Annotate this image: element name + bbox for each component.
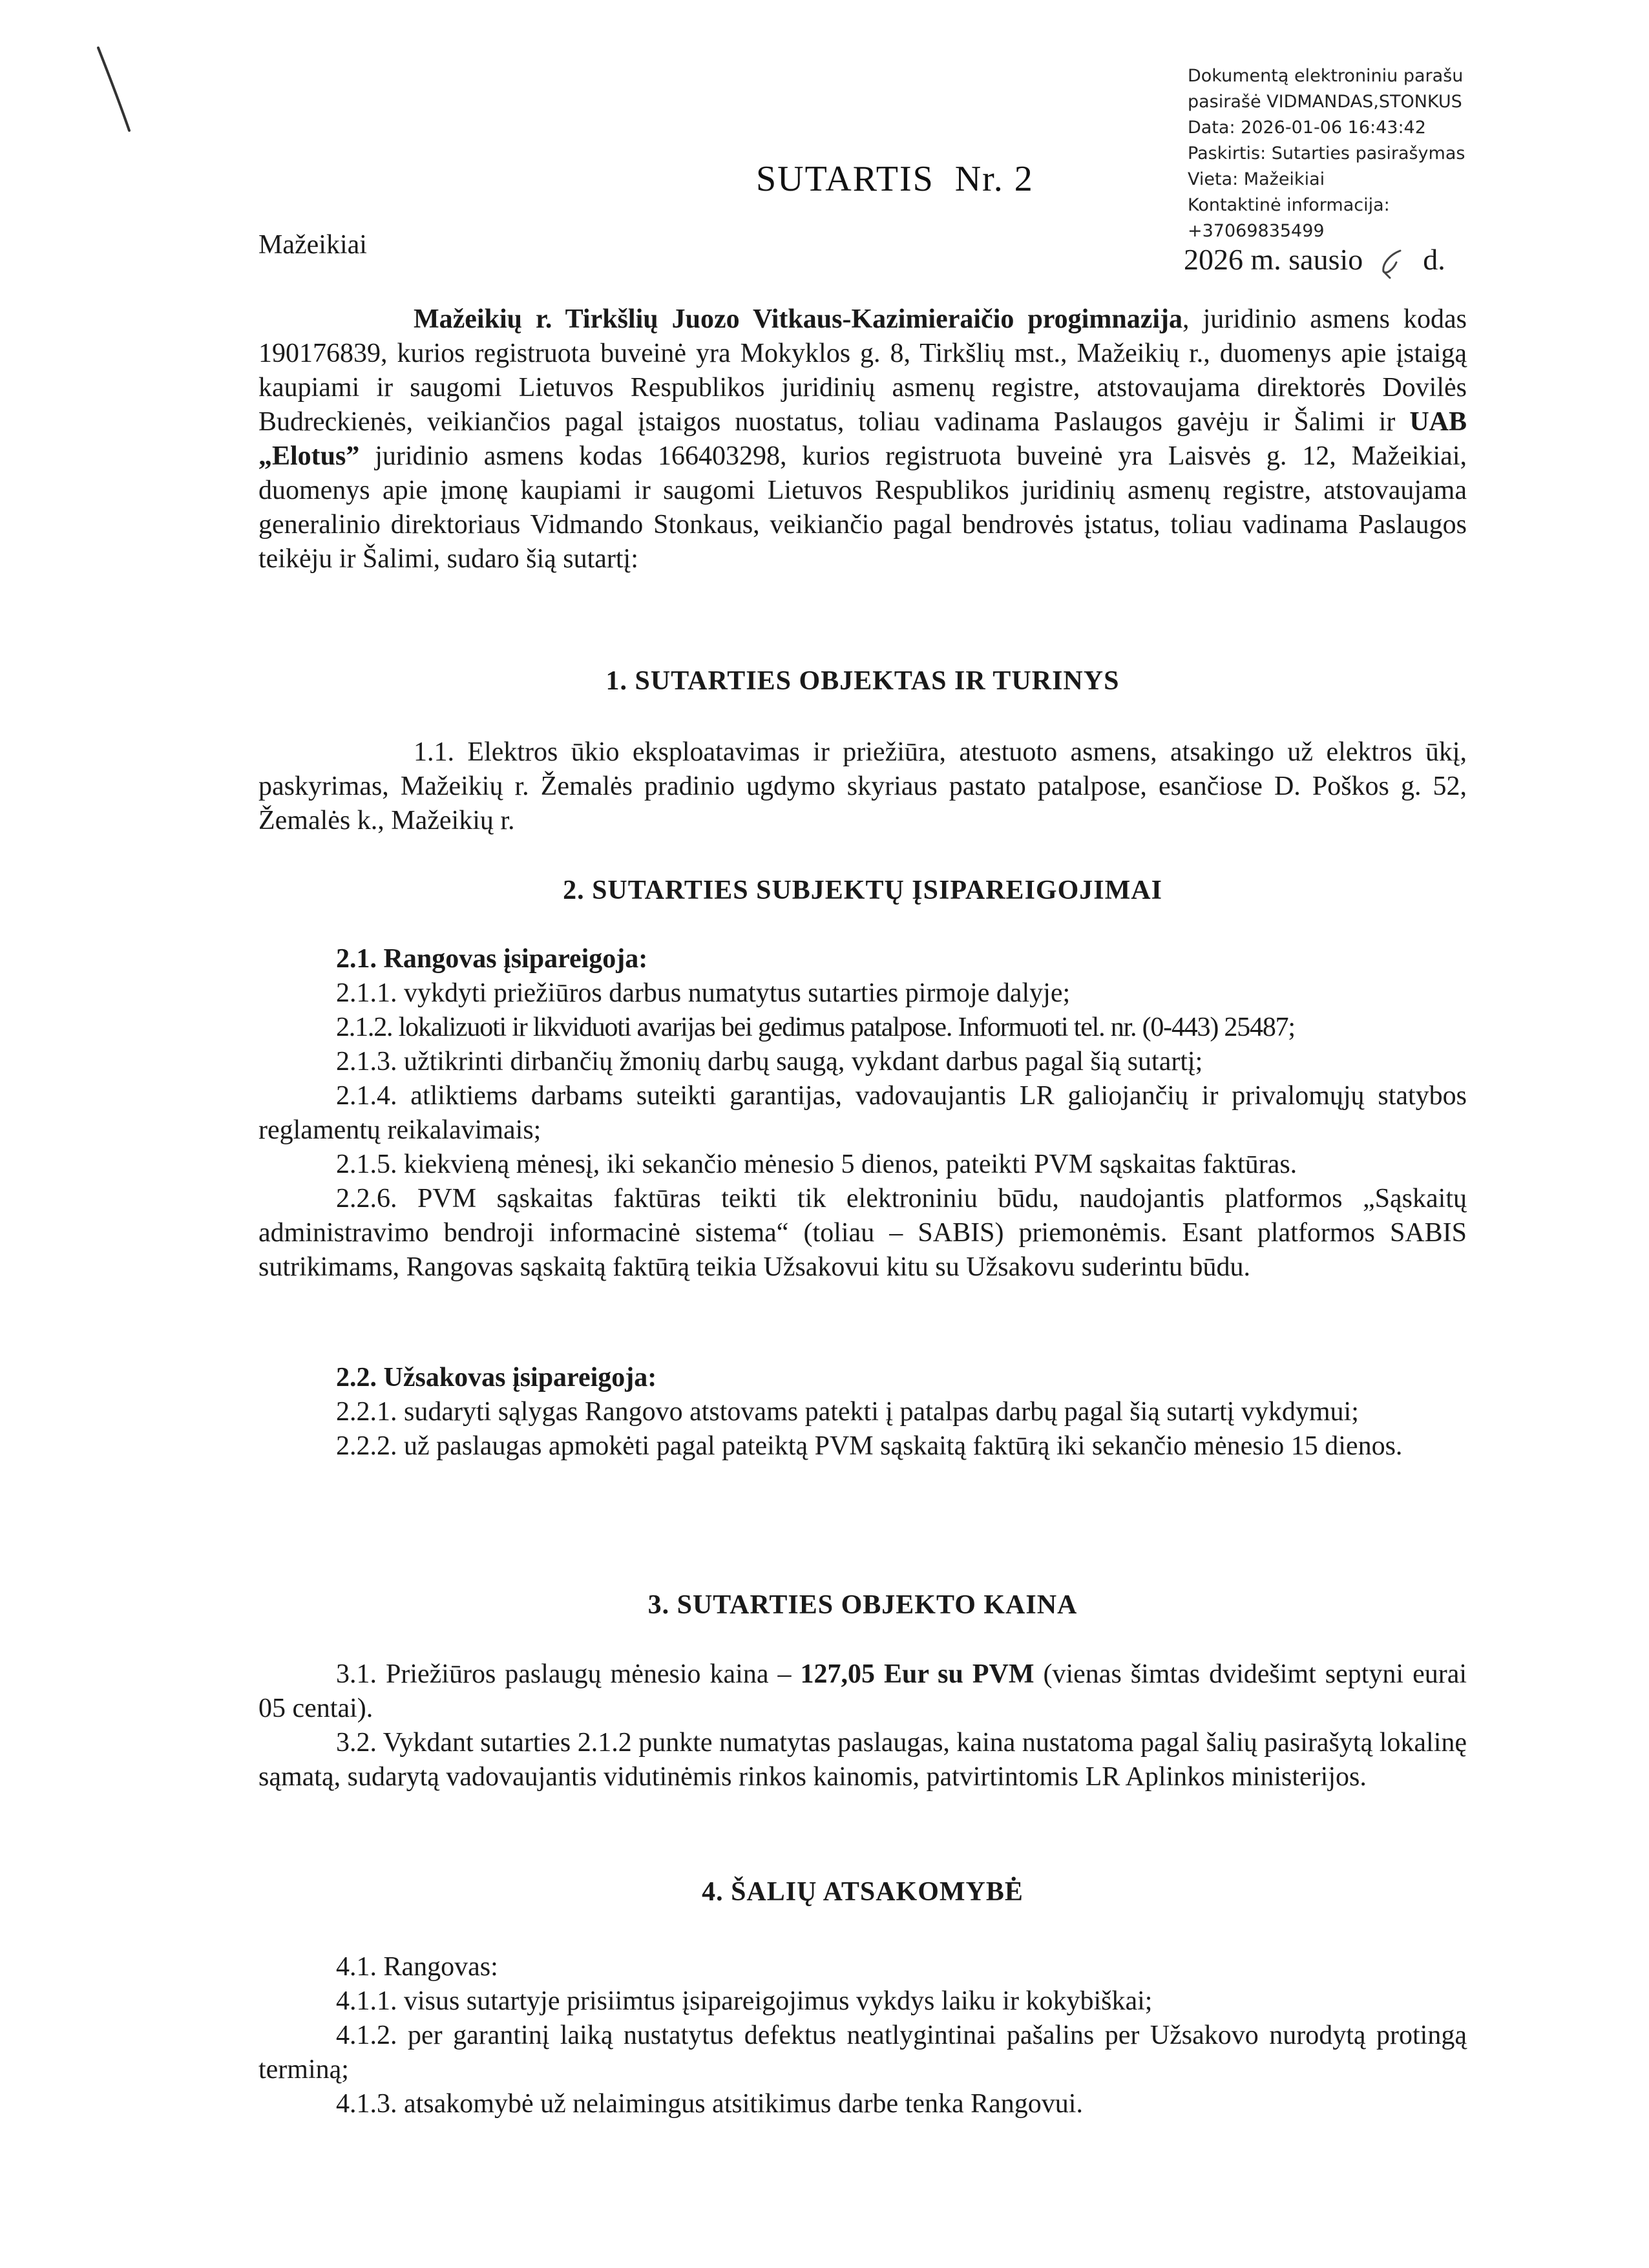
clause-3-1-words: (vienas šimtas dvidešimt septyni eurai 05 centai).	[258, 1659, 1467, 1723]
date-suffix: d.	[1423, 243, 1445, 276]
signature-date: Data: 2026-01-06 16:43:42	[1188, 118, 1426, 138]
section-2-heading: 2. SUTARTIES SUBJEKTŲ ĮSIPAREIGOJIMAI	[563, 876, 1162, 905]
clause-4-1-2: 4.1.2. per garantinį laiką nustatytus defektus neatlygintinai pašalins per Užsakovo nurodytą protingą terminą;	[258, 2021, 1467, 2084]
signature-contact-label: Kontaktinė informacija:	[1188, 195, 1390, 215]
handwritten-day-mark	[1371, 243, 1416, 282]
clause-2-1-3: 2.1.3. užtikrinti dirbančių žmonių darbų saugą, vykdant darbus pagal šią sutartį;	[336, 1047, 1203, 1076]
clause-4-1: 4.1. Rangovas:	[336, 1952, 498, 1982]
monthly-price: 127,05 Eur su PVM	[800, 1659, 1035, 1689]
section-1-text	[258, 735, 1467, 838]
pen-stroke-mark	[96, 45, 134, 136]
clause-3-2: 3.2. Vykdant sutarties 2.1.2 punkte numatytas paslaugas, kaina nustatoma pagal šalių pasirašytą lokalinę sąmatą, sudarytą vadovaujantis vidutinėmis rinkos kainomis, patvirtintomis LR Aplinkos ministerijos.	[258, 1728, 1467, 1792]
clause-4-1-3: 4.1.3. atsakomybė už nelaimingus atsitikimus darbe tenka Rangovui.	[336, 2089, 1083, 2119]
clause-4-1-1: 4.1.1. visus sutartyje prisiimtus įsipareigojimus vykdys laiku ir kokybiškai;	[336, 1986, 1153, 2016]
clause-3-1-text: 3.1. Priežiūros paslaugų mėnesio kaina –	[336, 1659, 801, 1689]
clause-2-2-1: 2.2.1. sudaryti sąlygas Rangovo atstovams patekti į patalpas darbų pagal šią sutartį vykdymui;	[336, 1397, 1359, 1427]
signature-line: Dokumentą elektroniniu parašu	[1188, 66, 1464, 86]
signature-signer: pasirašė VIDMANDAS,STONKUS	[1188, 92, 1462, 112]
intro-text-1: , juridinio asmens kodas 190176839, kurios registruota buveinė yra Mokyklos g. 8, Tirkšlių mst., Mažeikių r., duomenys apie įstaigą kaupiami ir saugomi Lietuvos Respublikos juridinių asmenų registre, atstovaujama direktorės Dovilės Budreckienės, veikiančios pagal įstaigos nuostatus, toliau vadinama Paslaugos gavėju ir Šalimi ir	[258, 304, 1467, 437]
section-3-heading: 3. SUTARTIES OBJEKTO KAINA	[647, 1590, 1078, 1620]
signature-phone: +37069835499	[1188, 221, 1325, 241]
clause-2-2-6: 2.2.6. PVM sąskaitas faktūras teikti tik elektroniniu būdu, naudojantis platformos „Sąskaitų administravimo bendroji informacinė sistema“ (toliau – SABIS) priemonėmis. Esant platformos SABIS sutrikimams, Rangovas sąskaitą faktūrą teikia Užsakovui kitu su Užsakovu suderintu būdu.	[258, 1184, 1467, 1282]
party1-name: Mažeikių r. Tirkšlių Juozo Vitkaus-Kazimieraičio progimnazija	[414, 304, 1182, 334]
clause-2-2-2: 2.2.2. už paslaugas apmokėti pagal pateiktą PVM sąskaitą faktūrą iki sekančio mėnesio 15 dienos.	[336, 1431, 1403, 1461]
contractor-obligations-heading: 2.1. Rangovas įsipareigoja:	[336, 944, 648, 974]
section-2-text	[258, 942, 1467, 1285]
client-obligations	[258, 1361, 1467, 1464]
clause-1-1: 1.1. Elektros ūkio eksploatavimas ir priežiūra, atestuoto asmens, atsakingo už elektros ūkį, paskyrimas, Mažeikių r. Žemalės pradinio ugdymo skyriaus pastato patalpose, esančiose D. Poškos g. 52, Žemalės k., Mažeikių r.	[258, 737, 1467, 835]
clause-2-1-2: 2.1.2. lokalizuoti ir likviduoti avarijas bei gedimus patalpose. Informuoti tel. nr. (0-443) 25487;	[336, 1013, 1295, 1042]
section-4-heading: 4. ŠALIŲ ATSAKOMYBĖ	[702, 1877, 1024, 1907]
section-3-text	[258, 1657, 1467, 1794]
e-signature-stamp	[1188, 63, 1549, 244]
contract-city: Mažeikiai	[258, 230, 367, 260]
client-obligations-heading: 2.2. Užsakovas įsipareigoja:	[336, 1363, 657, 1392]
document-title: SUTARTIS Nr. 2	[756, 159, 1034, 199]
clause-2-1-4: 2.1.4. atliktiems darbams suteikti garantijas, vadovaujantis LR galiojančių ir privalomųjų statybos reglamentų reikalavimais;	[258, 1081, 1467, 1145]
clause-3-1	[258, 1657, 1467, 1726]
date-prefix: 2026 m. sausio	[1184, 243, 1363, 276]
clause-2-1-5: 2.1.5. kiekvieną mėnesį, iki sekančio mėnesio 5 dienos, pateikti PVM sąskaitas faktūras.	[336, 1150, 1297, 1179]
section-4-text	[258, 1950, 1467, 2121]
signature-place: Vieta: Mažeikiai	[1188, 169, 1325, 189]
contract-date	[1184, 242, 1445, 282]
section-1-heading: 1. SUTARTIES OBJEKTAS IR TURINYS	[605, 666, 1120, 696]
intro-paragraph	[258, 302, 1467, 576]
intro-text-2: juridinio asmens kodas 166403298, kurios registruota buveinė yra Laisvės g. 12, Mažeikiai, duomenys apie įmonę kaupiami ir saugomi Lietuvos Respublikos juridinių asmenų registre, atstovaujama generalinio direktoriaus Vidmando Stonkaus, veikiančio pagal bendrovės įstatus, toliau vadinama Paslaugos teikėju ir Šalimi, sudaro šią sutartį:	[258, 441, 1467, 574]
signature-purpose: Paskirtis: Sutarties pasirašymas	[1188, 143, 1465, 163]
clause-2-1-1: 2.1.1. vykdyti priežiūros darbus numatytus sutarties pirmoje dalyje;	[336, 978, 1071, 1008]
party2-name: UAB „Elotus”	[258, 407, 1467, 471]
